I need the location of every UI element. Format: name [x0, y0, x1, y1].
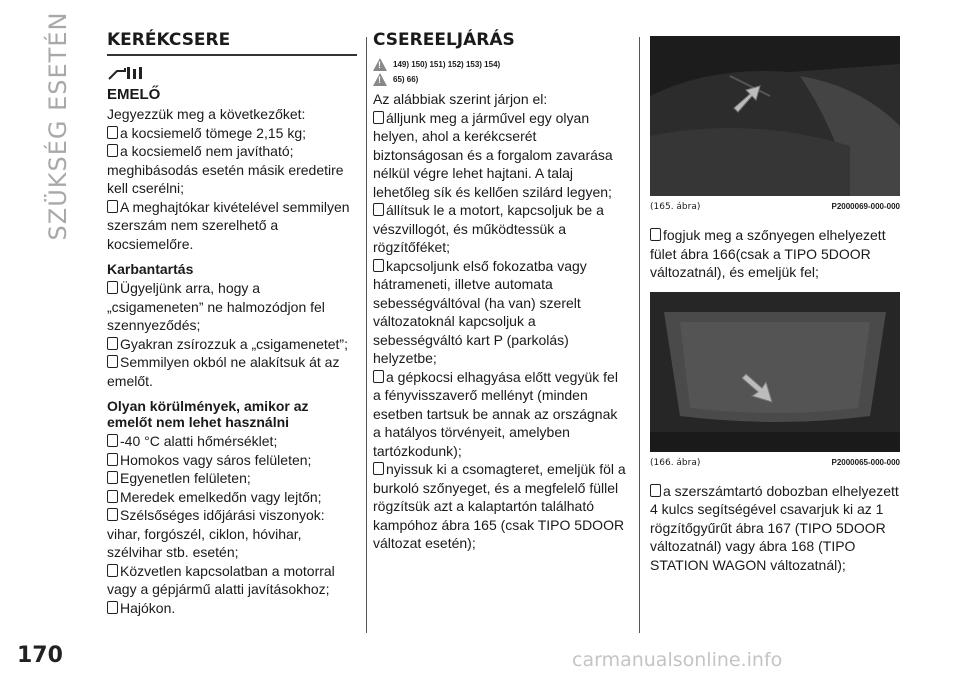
list-item: állítsuk le a motort, kapcsoljuk be a vészvillogót, és működtessük a rögzítőféket;	[373, 202, 604, 255]
list-item: Gyakran zsírozzuk a „csigamenetet”;	[107, 335, 357, 354]
checkbox-bullet-icon	[107, 490, 118, 503]
trunk-photo-166	[650, 292, 900, 452]
list-item: nyissuk ki a csomagteret, emeljük föl a burkoló szőnyeget, és a megfelelő füllel rögzítsük azt a kalaptartón található kampóhoz ábra 165 (csak TIPO 5DOOR változat esetén);	[373, 461, 626, 551]
list-item: kapcsoljunk első fokozatba vagy hátrameneti, illetve automata sebességváltóval (ha van) szerelt változatoknál kapcsoljuk a sebességváltó kart P (parkolás) helyzetbe;	[373, 257, 587, 366]
list-item: Egyenetlen felületen;	[107, 469, 357, 488]
checkbox-bullet-icon	[107, 337, 118, 350]
checkbox-bullet-icon	[107, 601, 118, 614]
list-item: a gépkocsi elhagyása előtt vegyük fel a fényvisszaverő mellényt (minden esetben tartsuk be annak az országnak a hatályos törvényeit, amelyben tartózkodunk);	[373, 368, 618, 459]
list-item: -40 °C alatti hőmérséklet;	[107, 432, 357, 451]
column-figures	[650, 36, 900, 574]
sidebar-section-title	[38, 12, 78, 252]
warning-refs-1: ! 149) 150) 151) 152) 153) 154)	[373, 58, 628, 71]
figure-166-caption: (166. ábra) P2000065-000-000	[650, 457, 900, 468]
checkbox-bullet-icon	[107, 564, 118, 577]
figure-165	[650, 36, 900, 196]
list-item: álljunk meg a járművel egy olyan helyen, ahol a kerékcserét biztonságosan és a forgalom zavarása nélkül végre lehet hajtani. A talaj lehetőleg sík és kellően szilárd legyen;	[373, 109, 613, 200]
warning-triangle-icon	[373, 58, 387, 71]
list-item: Ügyeljünk arra, hogy a „csigameneten” ne halmozódjon fel szennyeződés;	[107, 280, 325, 333]
column-kerekcsere	[107, 30, 357, 617]
list-item: Meredek emelkedőn vagy lejtőn;	[107, 488, 357, 507]
checkbox-bullet-icon	[107, 434, 118, 447]
checkbox-bullet-icon	[107, 281, 118, 294]
title-rule	[107, 54, 357, 56]
checkbox-bullet-icon	[107, 453, 118, 466]
list-item: a szerszámtartó dobozban elhelyezett 4 kulcs segítségével csavarjuk ki az 1 rögzítőgyűrűt ábra 167 (TIPO 5DOOR változatnál) vagy ábra 168 (TIPO STATION WAGON változatnál);	[650, 482, 899, 573]
heading-conditions: Olyan körülmények, amikor az emelőt nem lehet használni	[107, 398, 309, 430]
figure-165-caption: (165. ábra) P2000069-000-000	[650, 202, 900, 212]
checkbox-bullet-icon	[107, 508, 118, 521]
section-title-text: SZÜKSÉG ESETÉN	[44, 11, 72, 241]
list-item: Hajókon.	[107, 599, 357, 618]
checkbox-bullet-icon	[107, 200, 118, 213]
section-title-csereeljaras: CSEREELJÁRÁS	[373, 30, 515, 50]
warning-triangle-icon	[373, 73, 387, 86]
watermark-text: carmanualsonline.info	[572, 649, 783, 671]
checkbox-bullet-icon	[373, 370, 384, 383]
list-item: A meghajtókar kivételével semmilyen szerszám nem szerelhető a kocsiemelőre.	[107, 198, 350, 252]
checkbox-bullet-icon	[373, 203, 384, 216]
page-title: KERÉKCSERE	[107, 30, 231, 50]
page-number: 170	[17, 643, 63, 668]
list-item: Közvetlen kapcsolatban a motorral vagy a gépjármű alatti javításokhoz;	[107, 562, 335, 597]
column-divider-1	[366, 37, 367, 633]
checkbox-bullet-icon	[107, 144, 118, 157]
trunk-photo-165	[650, 36, 900, 196]
checkbox-bullet-icon	[373, 259, 384, 272]
checkbox-bullet-icon	[373, 111, 384, 124]
figure-166	[650, 292, 900, 452]
checkbox-bullet-icon	[650, 484, 661, 497]
section-heading-emelo: EMELŐ	[107, 86, 161, 103]
list-item: Semmilyen okból ne alakítsuk át az emelőt.	[107, 354, 340, 389]
list-item: a kocsiemelő nem javítható; meghibásodás esetén másik eredetire kell cserélni;	[107, 143, 344, 196]
warning-refs-2: ! 65) 66)	[373, 73, 628, 86]
heading-karbantartas: Karbantartás	[107, 261, 194, 277]
checkbox-bullet-icon	[107, 126, 118, 139]
column-divider-2	[639, 37, 640, 633]
jack-symbol-icon	[107, 64, 357, 82]
checkbox-bullet-icon	[107, 355, 118, 368]
checkbox-bullet-icon	[373, 462, 384, 475]
checkbox-bullet-icon	[107, 471, 118, 484]
checkbox-bullet-icon	[650, 228, 661, 241]
intro-text: Az alábbiak szerint járjon el:	[373, 91, 548, 107]
list-item: Szélsőséges időjárási viszonyok: vihar, forgószél, ciklon, hóvihar, szélvihar stb. esetén;	[107, 507, 325, 560]
list-item: Homokos vagy sáros felületen;	[107, 451, 357, 470]
column-csereeljaras	[373, 30, 628, 553]
intro-text: Jegyezzük meg a következőket:	[107, 106, 306, 122]
list-item: fogjuk meg a szőnyegen elhelyezett fület ábra 166(csak a TIPO 5DOOR változatnál), és emeljük fel;	[650, 227, 886, 280]
list-item: a kocsiemelő tömege 2,15 kg;	[107, 124, 357, 143]
